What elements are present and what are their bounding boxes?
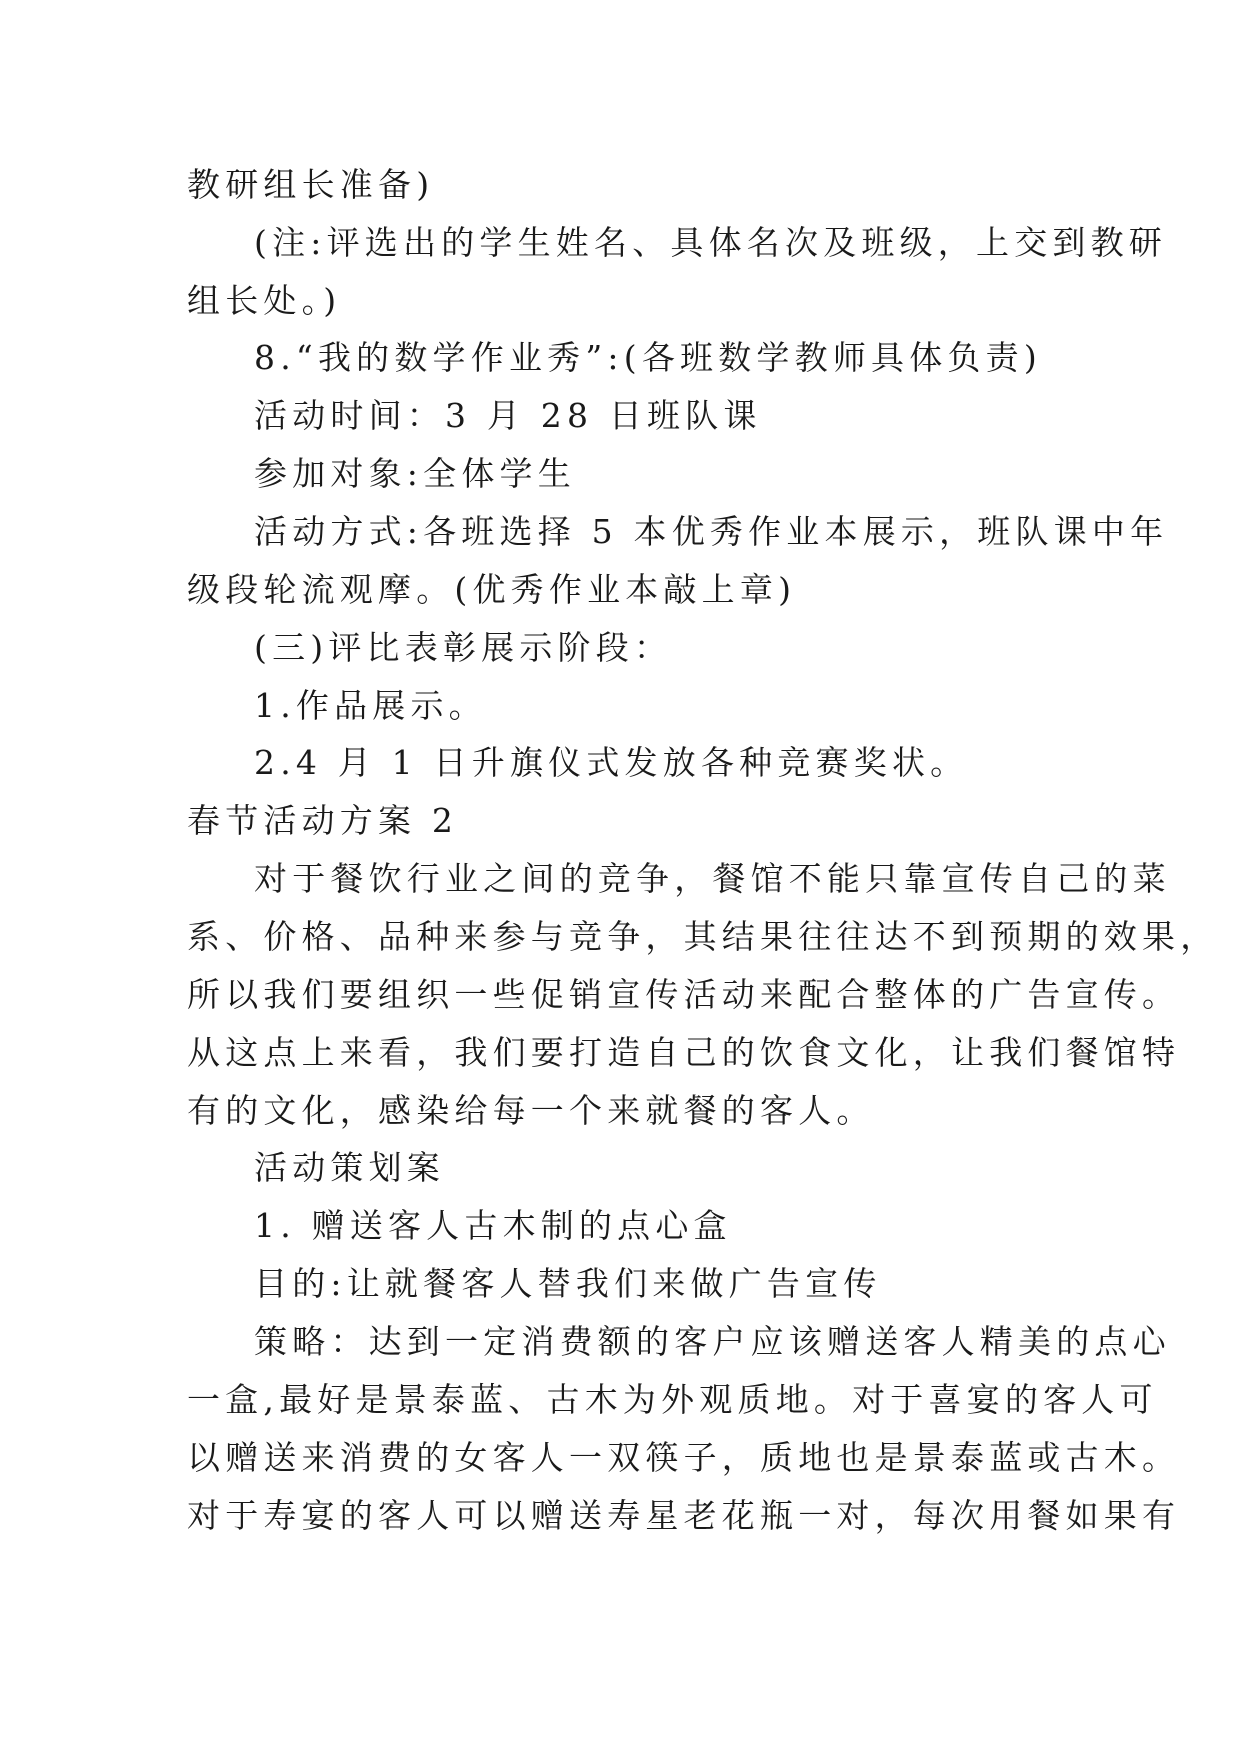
text-line: 8.“我的数学作业秀”:(各班数学教师具体负责) [254, 338, 1042, 377]
text-line: 目的:让就餐客人替我们来做广告宣传 [254, 1264, 882, 1303]
text-line: 对于餐饮行业之间的竞争，餐馆不能只靠宣传自己的菜 [254, 859, 1171, 898]
text-line: 级段轮流观摩。(优秀作业本敲上章) [187, 570, 797, 609]
text-line: 参加对象:全体学生 [254, 454, 576, 493]
text-line: 有的文化，感染给每一个来就餐的客人。 [187, 1091, 875, 1130]
text-line: 活动策划案 [254, 1148, 445, 1187]
text-line: 策略：达到一定消费额的客户应该赠送客人精美的点心 [254, 1322, 1171, 1361]
text-line: 系、价格、品种来参与竞争，其结果往往达不到预期的效果， [187, 917, 1219, 956]
text-line: 组长处。) [187, 281, 342, 320]
text-line: (三)评比表彰展示阶段： [254, 628, 673, 667]
section-heading: 春节活动方案 2 [187, 801, 459, 840]
text-line: 活动时间：3 月 28 日班队课 [254, 396, 762, 435]
text-line: 所以我们要组织一些促销宣传活动来配合整体的广告宣传。 [187, 975, 1181, 1014]
text-line: 活动方式:各班选择 5 本优秀作业本展示，班队课中年 [254, 512, 1169, 551]
text-line: 以赠送来消费的女客人一双筷子，质地也是景泰蓝或古木。 [187, 1438, 1181, 1477]
text-line: 2.4 月 1 日升旗仪式发放各种竞赛奖状。 [254, 743, 969, 782]
text-line: 1. 赠送客人古木制的点心盒 [254, 1206, 732, 1245]
text-line: (注:评选出的学生姓名、具体名次及班级，上交到教研 [254, 223, 1167, 262]
text-line: 一盒,最好是景泰蓝、古木为外观质地。对于喜宴的客人可 [187, 1380, 1158, 1419]
text-line: 对于寿宴的客人可以赠送寿星老花瓶一对，每次用餐如果有 [187, 1496, 1181, 1535]
text-line: 1.作品展示。 [254, 686, 487, 725]
text-line: 从这点上来看，我们要打造自己的饮食文化，让我们餐馆特 [187, 1033, 1181, 1072]
text-line: 教研组长准备) [187, 165, 435, 204]
